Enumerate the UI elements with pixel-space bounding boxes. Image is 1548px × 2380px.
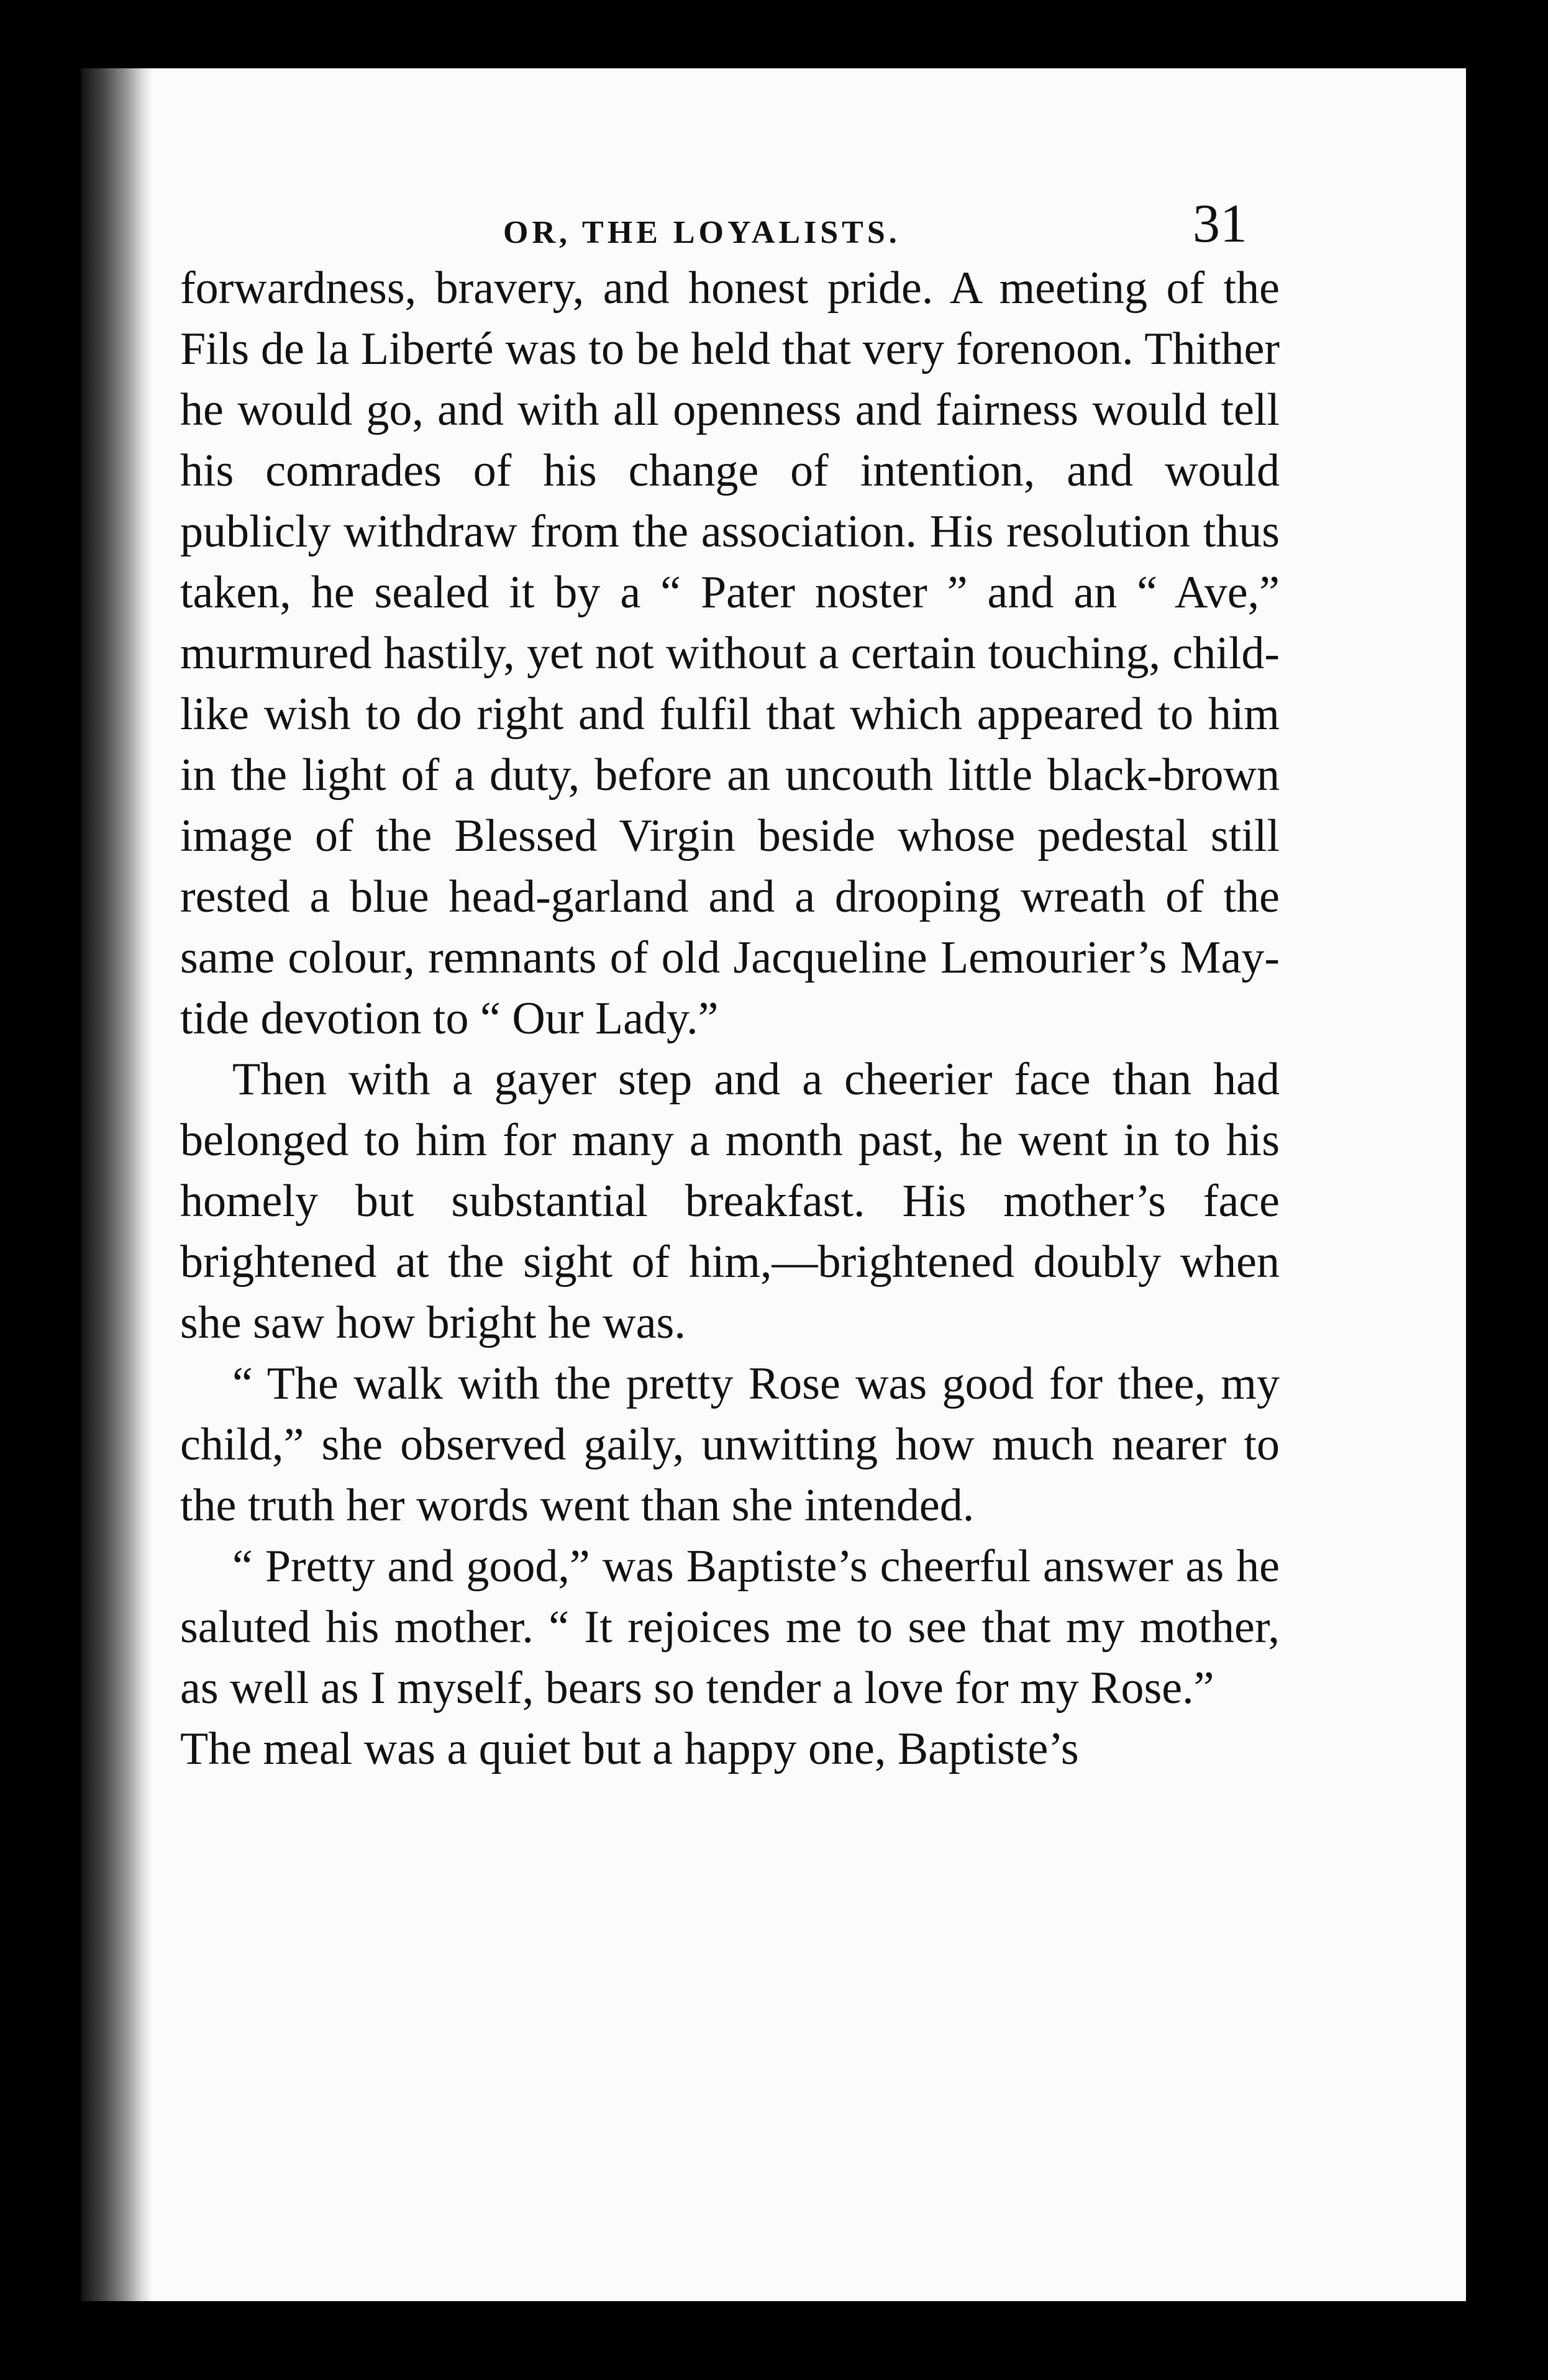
page-gutter-shadow: [81, 68, 152, 2301]
book-page: [81, 68, 1466, 2301]
page-number: 31: [1193, 194, 1247, 254]
running-head: OR, THE LOYALISTS.: [503, 215, 901, 250]
paragraph: “ Pretty and good,” was Baptiste’s cheerful answer as he saluted his mother. “ It rejoices me to see that my mother, as well as I myself, bears so tender a love for my Rose.”: [180, 1541, 1280, 1714]
body-text: [180, 258, 1280, 1779]
paragraph: The meal was a quiet but a happy one, Baptiste’s: [180, 1724, 1079, 1774]
paragraph: Then with a gayer step and a cheerier face than had belonged to him for many a month past, he went in to his homely but substantial breakfast. His mother’s face brightened at the sight of him,—brightened doubly when she saw how bright he was.: [180, 1054, 1280, 1348]
paragraph: forwardness, bravery, and honest pride. A meeting of the Fils de la Liberté was to be held that very forenoon. Thither he would go, and with all openness and fairness would tell his comrades of his change of intention, and would publicly withdraw from the association. His resolution thus taken, he sealed it by a “ Pater noster ” and an “ Ave,” murmured hastily, yet not without a certain touching, child-like wish to do right and fulfil that which appeared to him in the light of a duty, before an uncouth little black-brown image of the Blessed Virgin beside whose pedestal still rested a blue head-garland and a drooping wreath of the same colour, remnants of old Jacqueline Lemourier’s May-tide devotion to “ Our Lady.”: [180, 263, 1280, 1044]
page-header: [81, 171, 1466, 264]
paragraph: “ The walk with the pretty Rose was good for thee, my child,” she observed gaily, unwitting how much nearer to the truth her words went than she intended.: [180, 1358, 1280, 1531]
